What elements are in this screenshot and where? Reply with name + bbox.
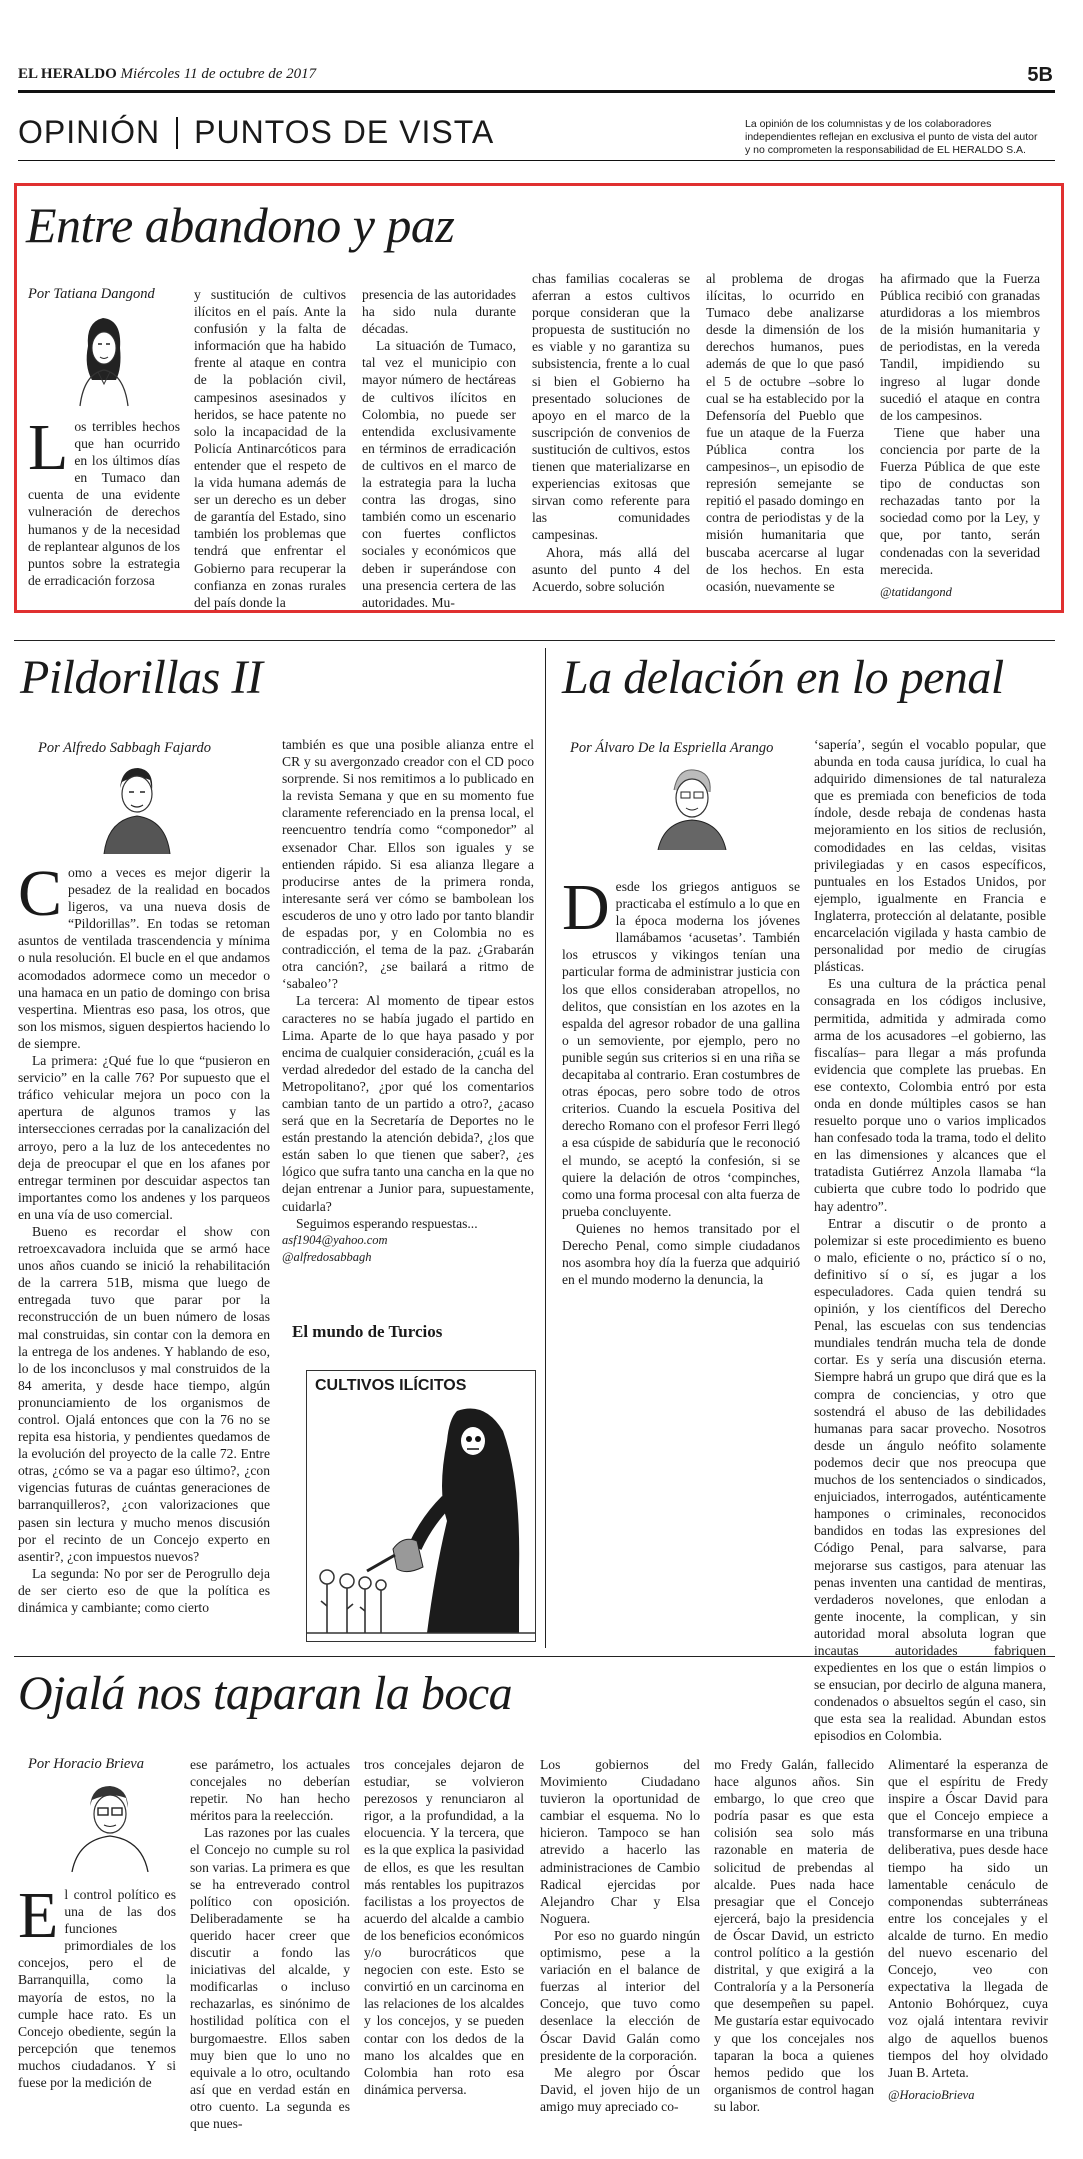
byline: Por Horacio Brieva bbox=[28, 1756, 144, 1772]
article-column bbox=[888, 1756, 1048, 2104]
article-column bbox=[28, 411, 180, 589]
author-portrait bbox=[96, 758, 176, 854]
paragraph: también es que una posible alianza entre el CR y su avergonzado creador con el CD poco sorprende. Si nos remitimos a lo publicado en la revista Semana y que en su momento fue claramente referenciado en la prensa local, el reencuentro tendría como “componedor” al exsenador Char. Ellos son iguales y se entienden rápido. Si esa alianza llegare a producirse antes de la primera ronda, interesante será ver cómo se bambolean los escuderos de uno y otro lado por tanto blandir de espadas por, y en Colombia no es contradicción, el tema de la paz. ¿Grabarán otra canción?, ¿se bailará a ritmo de ‘sabaleo’? bbox=[282, 737, 534, 992]
issue-date: Miércoles 11 de octubre de 2017 bbox=[120, 66, 317, 82]
divider bbox=[14, 640, 1055, 641]
byline: Por Tatiana Dangond bbox=[28, 286, 155, 302]
paragraph: ese parámetro, los actuales concejales no deberían repetir. No han hecho méritos para la reelección. bbox=[190, 1757, 350, 1824]
paragraph: chas familias cocaleras se aferran a estos cultivos porque consideran que la propuesta de sustitución no es viable y no garantiza su subsistencia, frente a lo cual si bien el Gobierno ha presentado soluciones de apoyo en el marco de la suscripción de convenios de sustitución de cultivos, estos tienen que materializarse en experiencias exitosas que sirvan como referente para las comunidades campesinas. bbox=[532, 271, 690, 543]
paragraph: Desde los griegos antiguos se practicaba el estímulo a lo que en la época moderna los jóvenes llamábamos ‘acusetas’. También los etruscos y vikingos tenían una particular forma de administrar justicia con los que ellos consideraban atropellos, no delitos, que consistían en los azotes en la espalda del agresor robador de una gallina o un semoviente, por ejemplo, pero no punible según sus criterios si en una riña se decapitaba al contrario. Eran costumbres de otras épocas, pero sobre todo de otros criterios. Cuando la escuela Positiva del derecho Romano con el profesor Ferri llegó a esa cúspide de sabiduría que le reconoció el mundo, se aceptó la confesión, si se quiere la delación de otros ‘compinches, como una forma procesal con alta fuerza de prueba concluyente. bbox=[562, 871, 800, 1219]
article-title: Entre abandono y paz bbox=[26, 197, 455, 253]
article-title: La delación en lo penal bbox=[562, 651, 1004, 704]
article-column bbox=[18, 1879, 176, 2091]
paragraph: Alimentaré la esperanza de que el espíritu de Fredy inspire a Óscar David para que el Concejo empiece a transformarse en una tribuna deliberativa, pues desde hace tiempo ha sido un lamentable cenáculo de componendas subterráneas entre los concejales y el alcalde de turno. En medio del nuevo escenario del Concejo, veo con expectativa la llegada de Antonio Bohórquez, cuya voz ojalá intentara revivir algo de aquellos buenos tiempos del hoy olvidado Juan B. Arteta. bbox=[888, 1757, 1048, 2080]
divider bbox=[14, 1656, 1055, 1657]
article-column bbox=[18, 857, 270, 1616]
byline: Por Álvaro De la Espriella Arango bbox=[570, 740, 774, 756]
article-column bbox=[282, 736, 534, 1266]
paragraph: Los gobiernos del Movimiento Ciudadano tuvieron la oportunidad de cambiar el esquema. No lo hicieron. Tampoco se han atrevido a hacerlo las administraciones de Cambio Radical ejercidas por Alejandro Char y Elsa Noguera. bbox=[540, 1757, 700, 1926]
paragraph: ‘sapería’, según el vocablo popular, que abunda en toda causa jurídica, lo cual ha adquirido dimensiones de tal naturaleza que es premiada con beneficios de toda índole, desde rebaja de condenas hasta mejoramiento en los sitios de reclusión, comodidades en las celdas, visitas privilegiadas y en casos específicos, puntuales en los Estados Unidos, por ejemplo, igualmente en Francia e Inglaterra, protección al delatante, posible encarcelación vigilada y hasta cambio de personalidad por medio de cirugías plásticas. bbox=[814, 737, 1046, 975]
paragraph: y sustitución de cultivos ilícitos en el país. Ante la confusión y la falta de información que ha habido frente al ataque en contra de la población civil, campesinos asesinados y heridos, se hace patente no solo la incapacidad de la Policía Antinarcóticos para entender que el respeto de la vida humana además de ser un derecho es un deber de garantía del Estado, sino también los problemas que tendrá que enfrentar el Gobierno para recuperar la confianza en zonas rurales del país donde la bbox=[194, 287, 346, 610]
article-column bbox=[880, 270, 1040, 601]
paragraph: Entrar a discutir o de pronto a polemizar si este procedimiento es bueno o malo, eficiente o no, práctico sí o no, definitivo sí o sí, es jugar a los especuladores. Cada quien tendrá su opinión, y los científicos del Derecho Penal, las escuelas con sus tendencias mundiales tendrán mucha tela de donde cortar. Es y sería una discusión eterna. Siempre habrá un grupo que dirá que es la compra de conciencias, y otro que sostendrá el abuso de las debilidades humanas para sacar provecho. Nosotros desde un ángulo neófito solamente podemos decir que nos preocupa que muchos de los sentenciados o sindicados, enjuiciados, interrogados, auténticamente hampones o criminales, reconocidos bandidos en todas las expresiones del Código Penal, para salvarse, para mejorarse sus castigos, para atenuar las penas inventen una cantidad de mentiras, verdaderos novelones, que enlodan a gente inocente, la complican, y sin autoridad moral absoluta logran que incautas autoridades fabriquen expedientes en los que o están limpios o se ensucian, por decirlo de alguna manera, condenados o absueltos según el caso, sin que esta sea la realidad. Abundan estos episodios en Colombia. bbox=[814, 1215, 1046, 1744]
paragraph: Las razones por las cuales el Concejo no cumple su rol son varias. La primera es que se ha entreverado control político con oposición. Deliberadamente se ha querido hacer creer que discutir a fondo las iniciativas del alcalde, y modificarlas o incluso rechazarlas, es sinónimo de hostilidad política con el burgomaestre. Ellos saben muy bien que lo uno no equivale a lo otro, ocultando así que en verdad están en otro cuento. La segunda es que nues- bbox=[190, 1825, 350, 2131]
article-column bbox=[190, 1756, 350, 2132]
author-handle: @alfredosabbagh bbox=[282, 1249, 372, 1264]
masthead-rule bbox=[18, 90, 1055, 93]
author-handle: @HoracioBrieva bbox=[888, 2087, 975, 2102]
paragraph: ha afirmado que la Fuerza Pública recibió con granadas aturdidoras a los miembros de la misión humanitaria y de periodistas, en la vereda Tandil, impidiendo su ingreso al lugar donde sucedió el ataque en contra de los campesinos. bbox=[880, 271, 1040, 423]
paragraph: presencia de las autoridades ha sido nula durante décadas. bbox=[362, 287, 516, 337]
section-title: OPINIÓN bbox=[18, 114, 161, 150]
author-portrait bbox=[62, 1776, 158, 1872]
drop-cap: D bbox=[562, 871, 610, 944]
article-column bbox=[562, 871, 800, 1288]
cartoon bbox=[306, 1370, 536, 1642]
paragraph: La segunda: No por ser de Perogrullo deja de ser cierto eso de que la política es dinámica y cambiante; como cierto bbox=[18, 1565, 270, 1616]
article-title: Ojalá nos taparan la boca bbox=[18, 1667, 513, 1720]
article-column bbox=[532, 270, 690, 595]
article-column bbox=[714, 1756, 874, 2115]
author-email: asf1904@yahoo.com bbox=[282, 1232, 388, 1247]
article-column bbox=[194, 286, 346, 611]
drop-cap: L bbox=[28, 411, 69, 484]
paragraph: Quienes no hemos transitado por el Derecho Penal, como simple ciudadanos nos asombra hoy día la fuerza que adquirió en el mundo moderno la denuncia, la bbox=[562, 1220, 800, 1288]
paragraph: Ahora, más allá del asunto del punto 4 del Acuerdo, sobre solución bbox=[532, 544, 690, 594]
article-column bbox=[814, 736, 1046, 1745]
byline: Por Alfredo Sabbagh Fajardo bbox=[38, 740, 212, 756]
disclaimer: La opinión de los columnistas y de los colaboradores independientes reflejan en exclusiva el punto de vista del autor y no comprometen la responsabilidad de EL HERALDO S.A. bbox=[745, 118, 1038, 156]
section-separator bbox=[176, 117, 178, 149]
paragraph: Los terribles hechos que han ocurrido en los últimos días en Tumaco dan cuenta de una evidente vulneración de derechos humanos y de la necesidad de replantear algunos de los puntos sobre la estrategia de erradicación forzosa bbox=[28, 411, 180, 588]
paragraph: La tercera: Al momento de tipear estos caracteres no se había jugado el partido en Lima. Aparte de lo que haya pasado y por encima de cualquier consideración, ¿cuál es la verdad alrededor del estado de la cancha del Metropolitano?, ¿por qué los comentarios cambian tanto de un partido a otro?, ¿acaso será que en la Secretaría de Deportes no le están prestando la atención debida?, ¿los que están saben lo que tienen que saber?, ¿es lógico que sufra tanto una cancha en la que no dejan entrenar a Junior para, supuestamente, cuidarla? bbox=[282, 993, 534, 1214]
paragraph: Bueno es recordar el show con retroexcavadora incluida que se armó hace unos años cuando se inició la rehabilitación de la carrera 51B, misma que luego de entregada tuvo que parar por la reconstrucción de un buen número de losas mal construidas, sin contar con la demora en la entrega de los andenes. Y hablando de eso, lo de los inconclusos y mal construidos de la 84 amerita, y desde hace tiempo, algún pronunciamiento de los organismos de control. Ojalá entonces que con la 76 no se repita esa historia, y pendientes quedamos de la evolución del proyecto de la calle 72. Entre otras, ¿cómo se va a pagar eso último?, ¿con vigencias futuras de cuántas generaciones de barranquilleros?, ¿con valorizaciones que pasen sin lectura y mucho menos discusión por el recinto de un Concejo experto en asentir?, ¿con impuestos nuevos? bbox=[18, 1223, 270, 1564]
page-number: 5B bbox=[1027, 64, 1053, 86]
cartoon-section-title: El mundo de Turcios bbox=[292, 1322, 443, 1341]
paragraph: Por eso no guardo ningún optimismo, pese a la variación en el balance de fuerzas al interior del Concejo, que tuvo como desenlace la elección de Óscar David Galán como presidente de la corporación. bbox=[540, 1927, 700, 2063]
divider bbox=[545, 648, 546, 1648]
paragraph: Seguimos esperando respuestas... bbox=[296, 1215, 478, 1231]
grim-reaper-illustration bbox=[307, 1371, 535, 1641]
article-column bbox=[364, 1756, 524, 2098]
author-handle: @tatidangond bbox=[880, 584, 952, 599]
paragraph: mo Fredy Galán, fallecido hace algunos años. Sin embargo, lo que creo que podría pasar es que esta colisión sea solo más razonable en materia de solicitud de prebendas al alcalde. Pues nada hace presagiar que el Concejo ejercerá, bajo la presidencia de Óscar David, un estricto control político a la gestión distrital, y que exigirá a la Contraloría y a la Personería que desempeñen su papel. Me gustaría estar equivocado y que los concejales nos taparan la boca a quienes hemos pedido que los organismos de control hagan su labor. bbox=[714, 1757, 874, 2114]
article-column bbox=[706, 270, 864, 595]
article-column bbox=[540, 1756, 700, 2115]
paragraph: La primera: ¿Qué fue lo que “pusieron en servicio” en la calle 76? Por supuesto que el tráfico vehicular mejora un poco con la apertura de algunos tramos y las intersecciones cerradas por la canalización del arroyo, pero a la luz de los antecedentes no deja de preocupar el que en los afanes por entregar terminen por descuidar aspectos tan importantes como los andenes y los parqueos en una vía de uso comercial. bbox=[18, 1053, 270, 1222]
section-header bbox=[18, 114, 494, 151]
paragraph: El control político es una de las dos funciones primordiales de los concejos, pero el de Barranquilla, como la mayoría de estos, no la cumple hace rato. Es un Concejo obediente, según la percepción que tenemos muchos ciudadanos. Y si fuese por la medición de bbox=[18, 1879, 176, 2091]
drop-cap: C bbox=[18, 857, 63, 930]
paragraph: tros concejales dejaron de estudiar, se volvieron perezosos y renunciaron al rigor, a la profundidad, a la elocuencia. Y la tercera, que es la que explica la pasividad de ellos, es que les resultan más rentables los pupitrazos facilistas a los proyectos de acuerdo del alcalde a cambio de los beneficios económicos y/o burocráticos que negocien con este. Esto se convirtió en un carcinoma en las relaciones de los alcaldes y los concejos, y se pueden contar con los dedos de la mano los alcaldes que en Colombia han roto esa dinámica perversa. bbox=[364, 1757, 524, 2097]
drop-cap: E bbox=[18, 1879, 59, 1952]
section-rule bbox=[18, 160, 1055, 161]
article-column bbox=[362, 286, 516, 611]
paragraph: Como a veces es mejor digerir la pesadez de la realidad en bocados ligeros, va una nueva dosis de “Pildorillas”. En todas se retoman asuntos de ventilada trascendencia y mínima o nula resolución. El bucle en el que andamos acomodados adormece como un mecedor o una hamaca en un patio de domingo con brisa vespertina. Mientras eso pasa, los otros, que son los mismos, siguen despiertos haciendo lo de siempre. bbox=[18, 857, 270, 1051]
author-portrait bbox=[652, 760, 732, 850]
paragraph: La situación de Tumaco, tal vez el municipio con mayor número de hectáreas de cultivos ilícitos en Colombia, no puede ser entendida exclusivamente en términos de erradicación de cultivos en el marco de la estrategia para la lucha contra las drogas, sino también como un escenario con fuertes conflictos sociales y económicos que deben ir superándose con una presencia certera de las autoridades. Mu- bbox=[362, 338, 516, 610]
paragraph: Es una cultura de la práctica penal consagrada en los códigos inclusive, permitida, admitida y admirada como arma de los acusadores –el gobierno, las fiscalías– para llegar a más profunda evidencia que complete las pruebas. En ese contexto, Colombia entró por esta onda en donde múltiples casos se han resuelto porque uno o varios implicados han confesado toda la trama, todo el delito en las dimensiones y alcances que el tratadista Gutiérrez Anzola llamaba “la cubierta que cubre todo lo podrido que hay adentro”. bbox=[814, 976, 1046, 1214]
paragraph: al problema de drogas ilícitas, lo ocurrido en Tumaco debe analizarse desde la dimensión de los derechos humanos, pues además de que lo que pasó el 5 de octubre –sobre lo cual se ha establecido por la Defensoría del Pueblo que fue un ataque de la Fuerza Pública contra los campesinos–, un episodio de represión semejante se repitió el pasado domingo en contra de periodistas y de la misión humanitaria que buscaba acercarse al lugar de los hechos. En esta ocasión, nuevamente se bbox=[706, 271, 864, 594]
cartoon-caption: CULTIVOS ILÍCITOS bbox=[315, 1377, 467, 1394]
paragraph: Tiene que haber una conciencia por parte de la Fuerza Pública de que este tipo de conductas son rechazadas tanto por la sociedad como por la Ley, y que, por tanto, serán condenadas con la severidad merecida. bbox=[880, 424, 1040, 577]
paragraph: Me alegro por Óscar David, el joven hijo de un amigo muy apreciado co- bbox=[540, 2064, 700, 2114]
masthead bbox=[18, 66, 316, 83]
article-title: Pildorillas II bbox=[20, 651, 263, 704]
section-subtitle: PUNTOS DE VISTA bbox=[194, 114, 495, 150]
author-portrait bbox=[58, 308, 148, 408]
paper-name: EL HERALDO bbox=[18, 66, 117, 82]
